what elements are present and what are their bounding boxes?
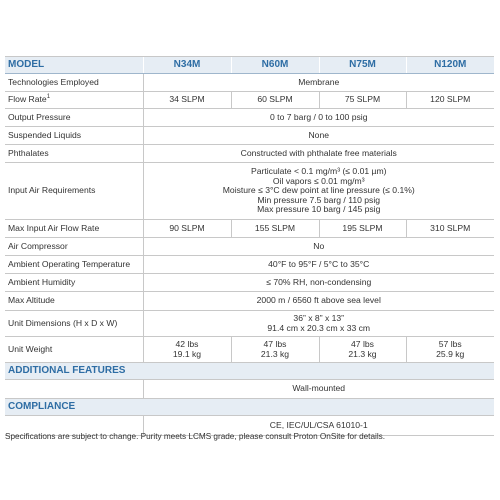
row-max-altitude — [5, 292, 494, 311]
row-value: 120 SLPM — [406, 92, 494, 109]
row-value: Constructed with phthalate free materials — [143, 145, 494, 163]
weight-kg: 21.3 kg — [348, 348, 377, 359]
row-label: Unit Dimensions (H x D x W) — [5, 311, 143, 337]
row-technologies — [5, 74, 494, 92]
input-line: Max pressure 10 barg / 145 psig — [257, 204, 381, 215]
footnote-marker: 1 — [46, 94, 51, 101]
weight-lbs: 57 lbs — [438, 339, 462, 350]
weight-lbs: 47 lbs — [263, 339, 287, 350]
weight-kg: 25.9 kg — [436, 348, 465, 359]
row-value: 34 SLPM — [143, 92, 231, 109]
row-label: Max Altitude — [5, 292, 143, 311]
input-line: Particulate < 0.1 mg/m³ (≤ 0.01 µm) — [250, 166, 387, 177]
row-flow-rate — [5, 92, 494, 109]
row-value: 75 SLPM — [319, 92, 406, 109]
row-ambient-temperature — [5, 256, 494, 274]
dimension-imperial: 36” x 8” x 13” — [293, 313, 345, 324]
row-label: Unit Weight — [5, 337, 143, 363]
weight-lbs: 42 lbs — [175, 339, 199, 350]
row-label: Suspended Liquids — [5, 127, 143, 145]
row-value: 195 SLPM — [319, 220, 406, 238]
input-line: Moisture ≤ 3°C dew point at line pressure (≤ 0.1%) — [222, 185, 415, 196]
spec-table — [5, 56, 494, 436]
header-row — [5, 57, 494, 74]
row-output-pressure — [5, 109, 494, 127]
row-value: 90 SLPM — [143, 220, 231, 238]
row-additional-features — [5, 380, 494, 399]
model-header: MODEL — [5, 57, 143, 74]
row-label: Input Air Requirements — [5, 163, 143, 220]
row-label: Output Pressure — [5, 109, 143, 127]
row-value: Membrane — [143, 74, 494, 92]
row-value: ≤ 70% RH, non-condensing — [143, 274, 494, 292]
input-line: Oil vapors ≤ 0.01 mg/m³ — [272, 175, 365, 186]
footnote-text: Specifications are subject to change. Purity meets LCMS grade, please consult Proton OnSite for details. — [5, 432, 386, 441]
row-value: 310 SLPM — [406, 220, 494, 238]
section-title: COMPLIANCE — [5, 399, 494, 416]
row-input-air — [5, 163, 494, 220]
row-value: 155 SLPM — [231, 220, 319, 238]
row-label: Air Compressor — [5, 238, 143, 256]
section-compliance — [5, 399, 494, 416]
model-n75m: N75M — [319, 57, 406, 74]
weight-lbs: 47 lbs — [351, 339, 374, 350]
row-label: Max Input Air Flow Rate — [5, 220, 143, 238]
row-label: Technologies Employed — [5, 74, 143, 92]
weight-kg: 21.3 kg — [260, 348, 290, 359]
model-n60m: N60M — [231, 57, 319, 74]
model-n34m: N34M — [143, 57, 231, 74]
row-ambient-humidity — [5, 274, 494, 292]
row-value: 2000 m / 6560 ft above sea level — [143, 292, 494, 311]
row-label: Phthalates — [5, 145, 143, 163]
row-value: 0 to 7 barg / 0 to 100 psig — [143, 109, 494, 127]
row-unit-dimensions — [5, 311, 494, 337]
row-value: 60 SLPM — [231, 92, 319, 109]
row-value: Wall-mounted — [143, 380, 494, 399]
row-max-input-flow — [5, 220, 494, 238]
row-label: Flow Rate — [8, 94, 47, 105]
row-value: No — [143, 238, 494, 256]
row-label: Ambient Humidity — [5, 274, 143, 292]
input-line: Min pressure 7.5 barg / 110 psig — [257, 194, 381, 205]
section-title: ADDITIONAL FEATURES — [5, 363, 494, 380]
row-air-compressor — [5, 238, 494, 256]
row-value: CE, IEC/UL/CSA 61010-1 — [143, 416, 494, 436]
row-label: Ambient Operating Temperature — [5, 256, 143, 274]
row-value: None — [143, 127, 494, 145]
model-n120m: N120M — [406, 57, 494, 74]
row-phthalates — [5, 145, 494, 163]
section-additional-features — [5, 363, 494, 380]
weight-kg: 19.1 kg — [172, 348, 202, 359]
dimension-metric: 91.4 cm x 20.3 cm x 33 cm — [267, 322, 371, 333]
row-label-empty — [5, 380, 143, 399]
row-value: 40°F to 95°F / 5°C to 35°C — [143, 256, 494, 274]
row-unit-weight — [5, 337, 494, 363]
row-suspended-liquids — [5, 127, 494, 145]
